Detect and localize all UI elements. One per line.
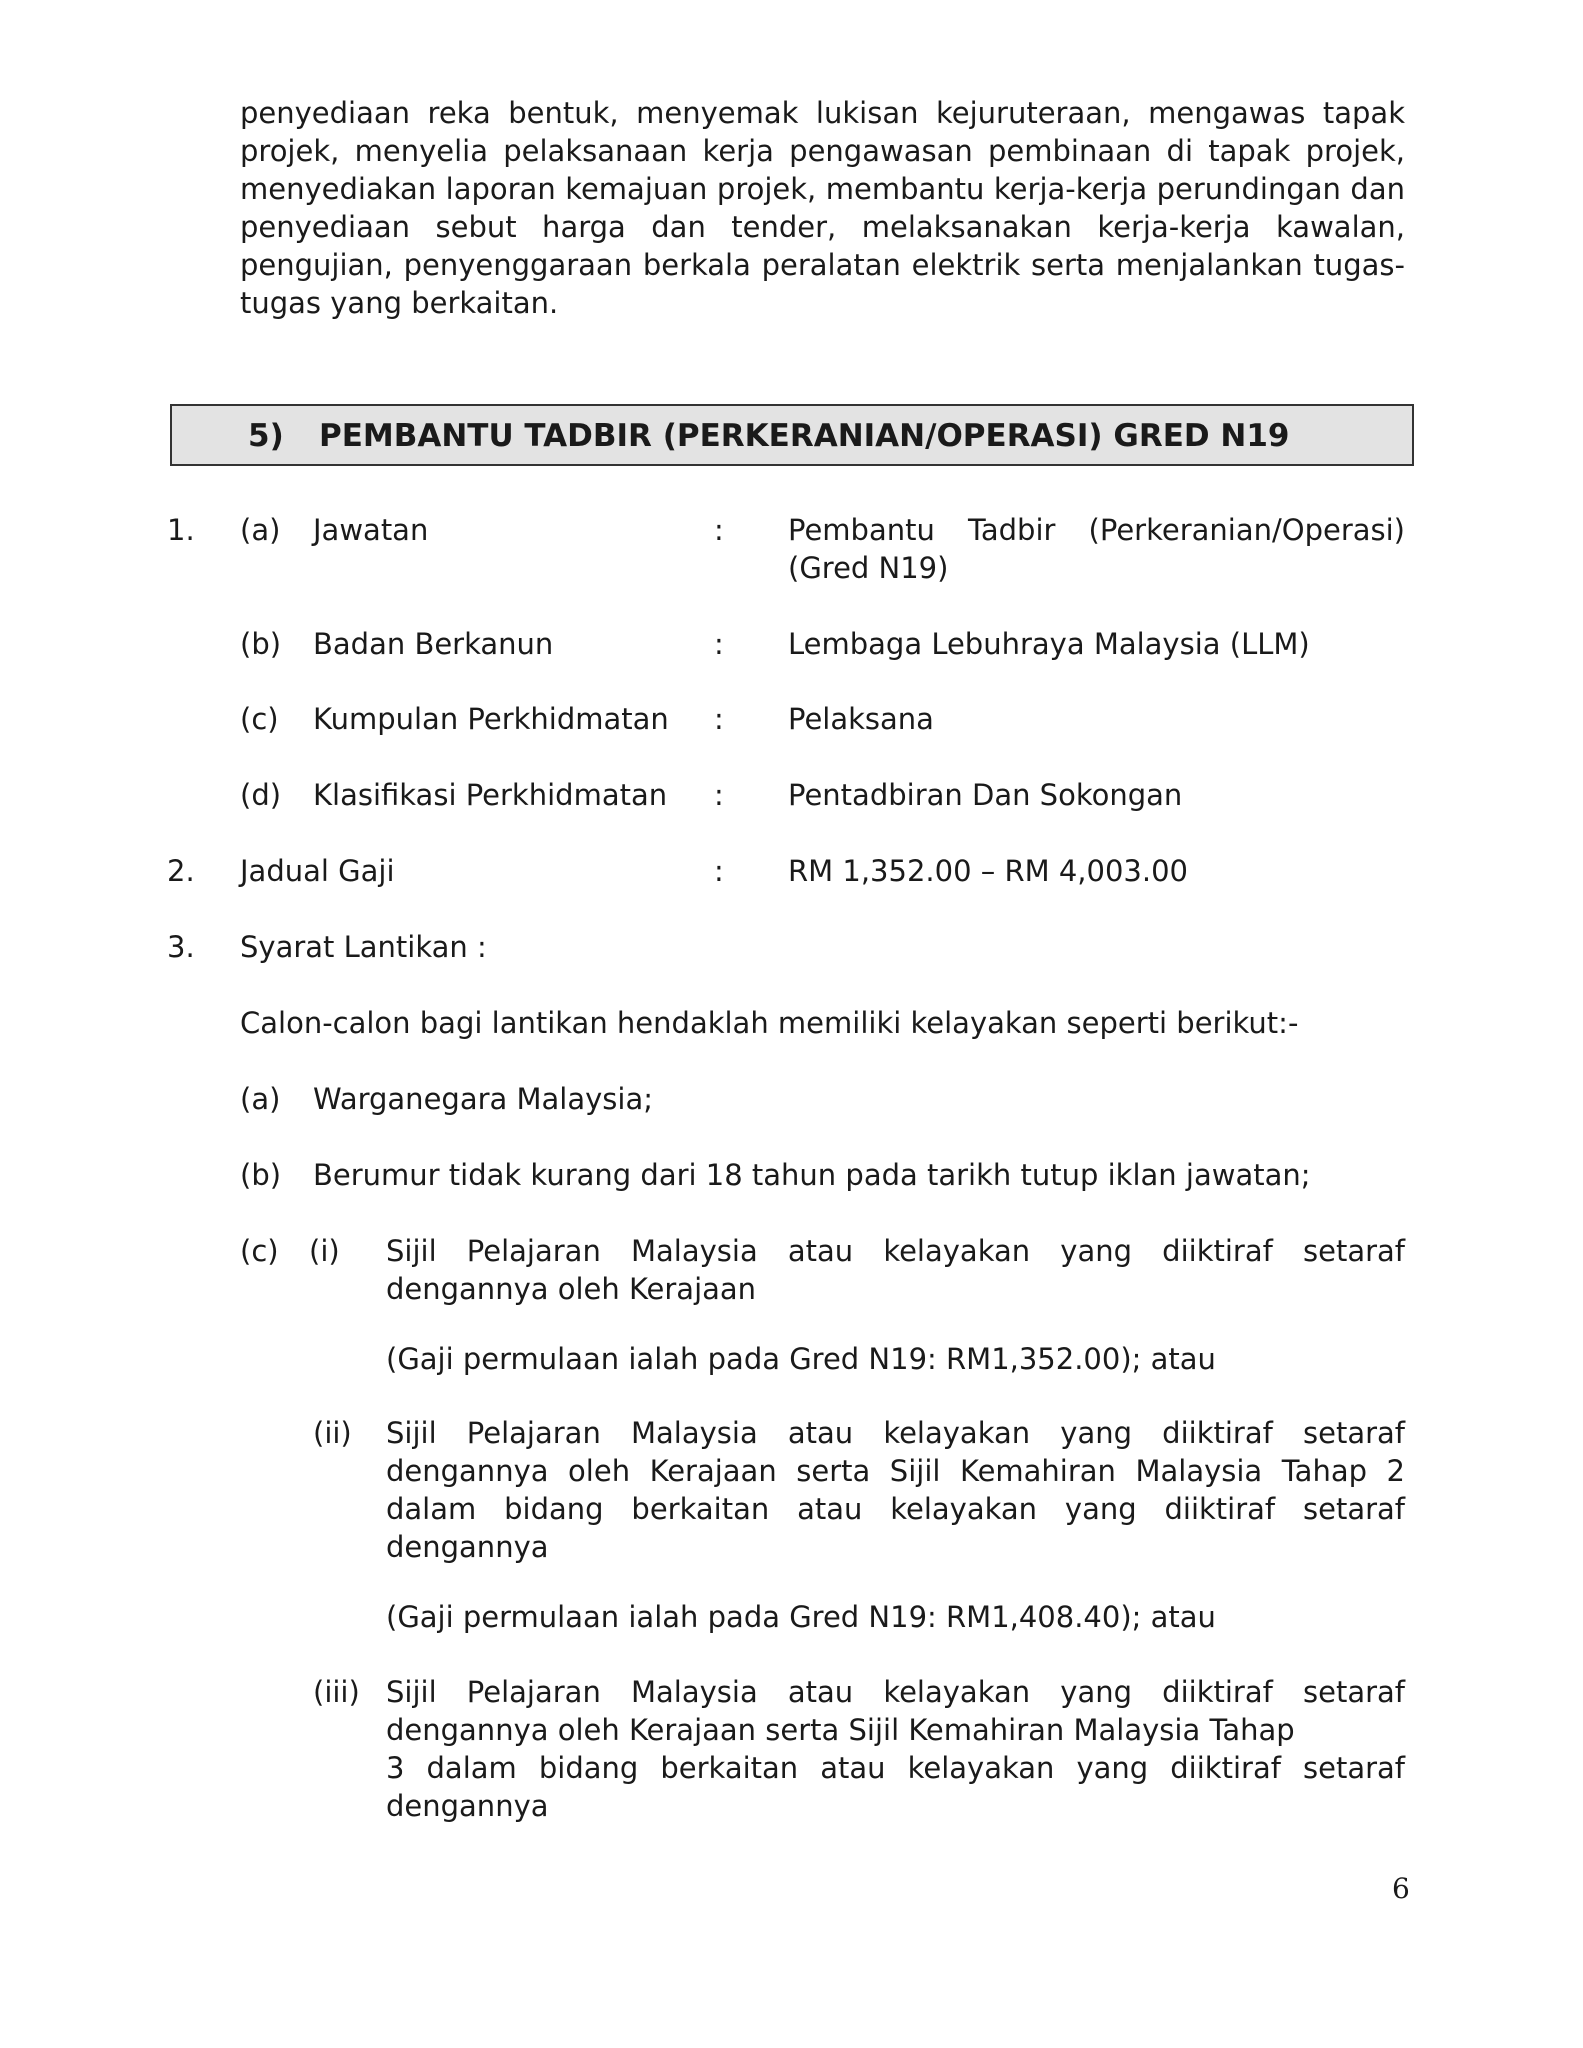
syarat-c-iii-roman: (iii) <box>313 1675 360 1709</box>
item-c-label: Kumpulan Perkhidmatan <box>313 702 669 736</box>
syarat-c-ii-gaji: (Gaji permulaan ialah pada Gred N19: RM1,408.40); atau <box>386 1600 1216 1634</box>
section-number: 5) <box>248 418 284 454</box>
intro-paragraph: penyediaan reka bentuk, menyemak lukisan kejuruteraan, mengawas tapak projek, menyelia pelaksanaan kerja pengawasan pembinaan di tapak projek, menyediakan laporan kemajuan projek, membantu kerja-kerja perundingan dan penyediaan sebut harga dan tender, melaksanakan kerja-kerja kawalan, pengujian, penyenggaraan berkala peralatan elektrik serta menjalankan tugas-tugas yang berkaitan. <box>240 96 1405 320</box>
syarat-b-text: Berumur tidak kurang dari 18 tahun pada tarikh tutup iklan jawatan; <box>313 1158 1311 1192</box>
gaji-colon: : <box>714 854 724 888</box>
syarat-c-iii-line1: Sijil Pelajaran Malaysia atau kelayakan yang diiktiraf setaraf <box>386 1675 1405 1709</box>
syarat-c-letter: (c) <box>240 1234 279 1268</box>
item-number-3: 3. <box>167 930 195 964</box>
syarat-c-i-gaji: (Gaji permulaan ialah pada Gred N19: RM1,352.00); atau <box>386 1342 1216 1376</box>
syarat-b-letter: (b) <box>240 1158 282 1192</box>
item-d-value: Pentadbiran Dan Sokongan <box>788 778 1183 812</box>
item-c-letter: (c) <box>240 702 279 736</box>
syarat-c-iii-line2: dengannya oleh Kerajaan serta Sijil Kemahiran Malaysia Tahap <box>386 1713 1295 1747</box>
syarat-c-ii-text: Sijil Pelajaran Malaysia atau kelayakan yang diiktiraf setaraf dengannya oleh Kerajaan serta Sijil Kemahiran Malaysia Tahap 2 dalam bidang berkaitan atau kelayakan yang diiktiraf setaraf dengannya <box>386 1416 1405 1564</box>
syarat-c-ii-roman: (ii) <box>313 1416 352 1450</box>
item-a-value: Pembantu Tadbir (Perkeranian/Operasi) (Gred N19) <box>788 513 1405 585</box>
item-a-colon: : <box>714 513 724 547</box>
item-b-label: Badan Berkanun <box>313 627 554 661</box>
item-b-value: Lembaga Lebuhraya Malaysia (LLM) <box>788 627 1310 661</box>
syarat-a-letter: (a) <box>240 1082 281 1116</box>
item-d-letter: (d) <box>240 778 282 812</box>
syarat-a-text: Warganegara Malaysia; <box>313 1082 653 1116</box>
item-number-1: 1. <box>167 513 195 547</box>
syarat-label: Syarat Lantikan : <box>240 930 487 964</box>
item-c-value: Pelaksana <box>788 702 934 736</box>
section-heading-box <box>170 404 1414 466</box>
section-title: PEMBANTU TADBIR (PERKERANIAN/OPERASI) GRED N19 <box>319 418 1290 454</box>
item-a-label: Jawatan <box>313 513 429 547</box>
syarat-c-i-text: Sijil Pelajaran Malaysia atau kelayakan yang diiktiraf setaraf dengannya oleh Kerajaan <box>386 1234 1405 1306</box>
item-b-colon: : <box>714 627 724 661</box>
item-c-colon: : <box>714 702 724 736</box>
syarat-c-iii-line3: 3 dalam bidang berkaitan atau kelayakan yang diiktiraf setaraf dengannya <box>386 1751 1405 1823</box>
syarat-intro: Calon-calon bagi lantikan hendaklah memiliki kelayakan seperti berikut:- <box>240 1006 1299 1040</box>
gaji-value: RM 1,352.00 – RM 4,003.00 <box>788 854 1188 888</box>
item-number-2: 2. <box>167 854 195 888</box>
item-b-letter: (b) <box>240 627 282 661</box>
item-d-label: Klasifikasi Perkhidmatan <box>313 778 668 812</box>
syarat-c-i-roman: (i) <box>309 1234 340 1268</box>
item-a-letter: (a) <box>240 513 281 547</box>
page-number: 6 <box>1392 1872 1410 1905</box>
item-d-colon: : <box>714 778 724 812</box>
gaji-label: Jadual Gaji <box>240 854 395 888</box>
